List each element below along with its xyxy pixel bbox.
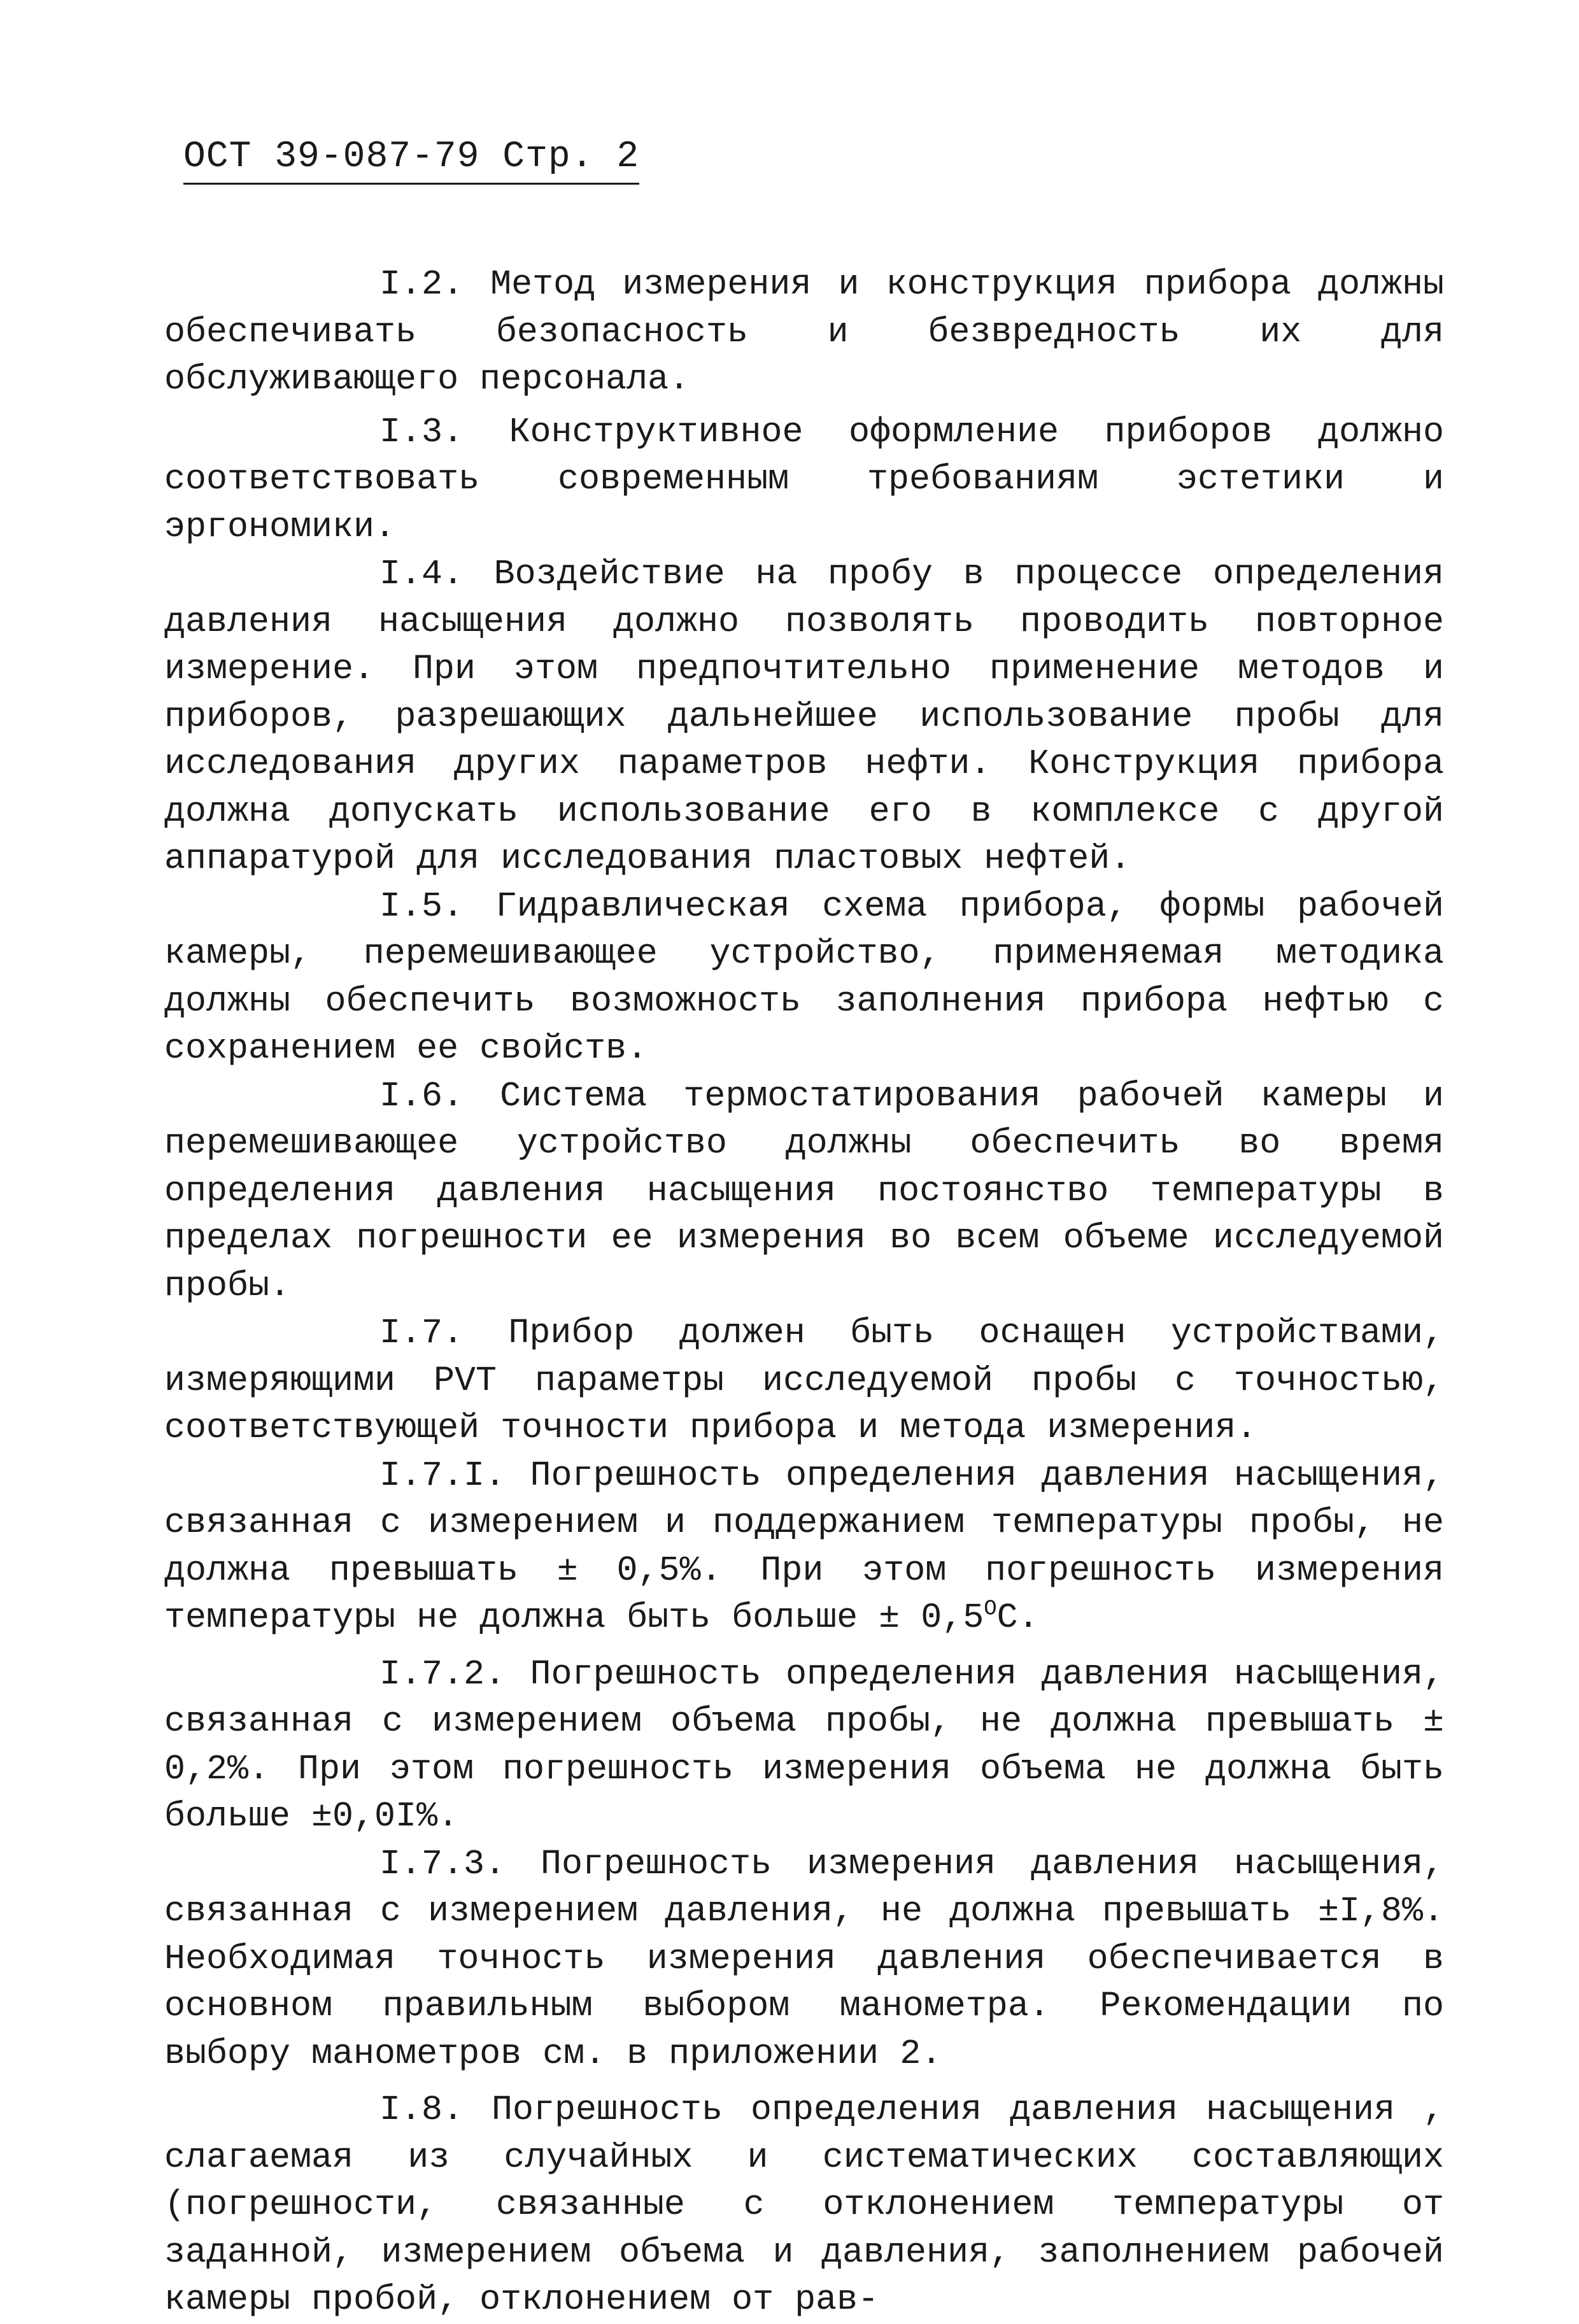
paragraph-1-7-3: I.7.3. Погрешность измерения давления насыщения, связанная с измерением давления, не должна превышать ±I,8%. Необходимая точность измерения давления обеспечивается в основном правильным выбором манометра. Рекомендации по выбору манометров см. в приложении 2.	[164, 1843, 1444, 2074]
degree-symbol: O	[984, 1597, 997, 1622]
paragraph-1-8: I.8. Погрешность определения давления насыщения , слагаемая из случайных и систематических составляющих (погрешности, связанные с отклонением температуры от заданной, измерением объема и давления, заполнением рабочей камеры пробой, отклонением от рав-	[164, 2090, 1444, 2320]
paragraph-1-7-1-unit: С.	[996, 1598, 1039, 1638]
paragraph-1-7-1	[164, 1452, 1444, 1642]
paragraph-1-7-1-text: I.7.I. Погрешность определения давления насыщения, связанная с измерением и поддержанием температуры пробы, не должна превышать ± 0,5%. При этом погрешность измерения температуры не должна быть больше ± 0,5	[164, 1455, 1444, 1638]
paragraph-1-6: I.6. Система термостатирования рабочей камеры и перемешивающее устройство должны обеспечить во время определения давления насыщения постоянство температуры в пределах погрешности ее измерения во всем объеме исследуемой пробы.	[164, 1075, 1444, 1306]
paragraph-1-2: I.2. Метод измерения и конструкция прибора должны обеспечивать безопасность и безвредность их для обслуживающего персонала.	[164, 264, 1444, 399]
paragraph-1-3: I.3. Конструктивное оформление приборов должно соответствовать современным требованиям эстетики и эргономики.	[164, 411, 1444, 547]
document-body	[164, 261, 1444, 2324]
page-header: ОСТ 39-087-79 Стр. 2	[183, 136, 639, 185]
paragraph-1-5: I.5. Гидравлическая схема прибора, формы рабочей камеры, перемешивающее устройство, применяемая методика должны обеспечить возможность заполнения прибора нефтью с сохранением ее свойств.	[164, 886, 1444, 1068]
paragraph-1-7-2: I.7.2. Погрешность определения давления насыщения, связанная с измерением объема пробы, не должна превышать ± 0,2%. При этом погрешность измерения объема не должна быть больше ±0,0I%.	[164, 1654, 1444, 1836]
paragraph-1-7: I.7. Прибор должен быть оснащен устройствами, измеряющими PVT параметры исследуемой пробы с точностью, соответствующей точности прибора и метода измерения.	[164, 1313, 1444, 1448]
paragraph-1-4: I.4. Воздействие на пробу в процессе определения давления насыщения должно позволять проводить повторное измерение. При этом предпочтительно применение методов и приборов, разрешающих дальнейшее использование пробы для исследования других параметров нефти. Конструкция прибора должна допускать использование его в комплексе с другой аппаратурой для исследования пластовых нефтей.	[164, 554, 1444, 879]
